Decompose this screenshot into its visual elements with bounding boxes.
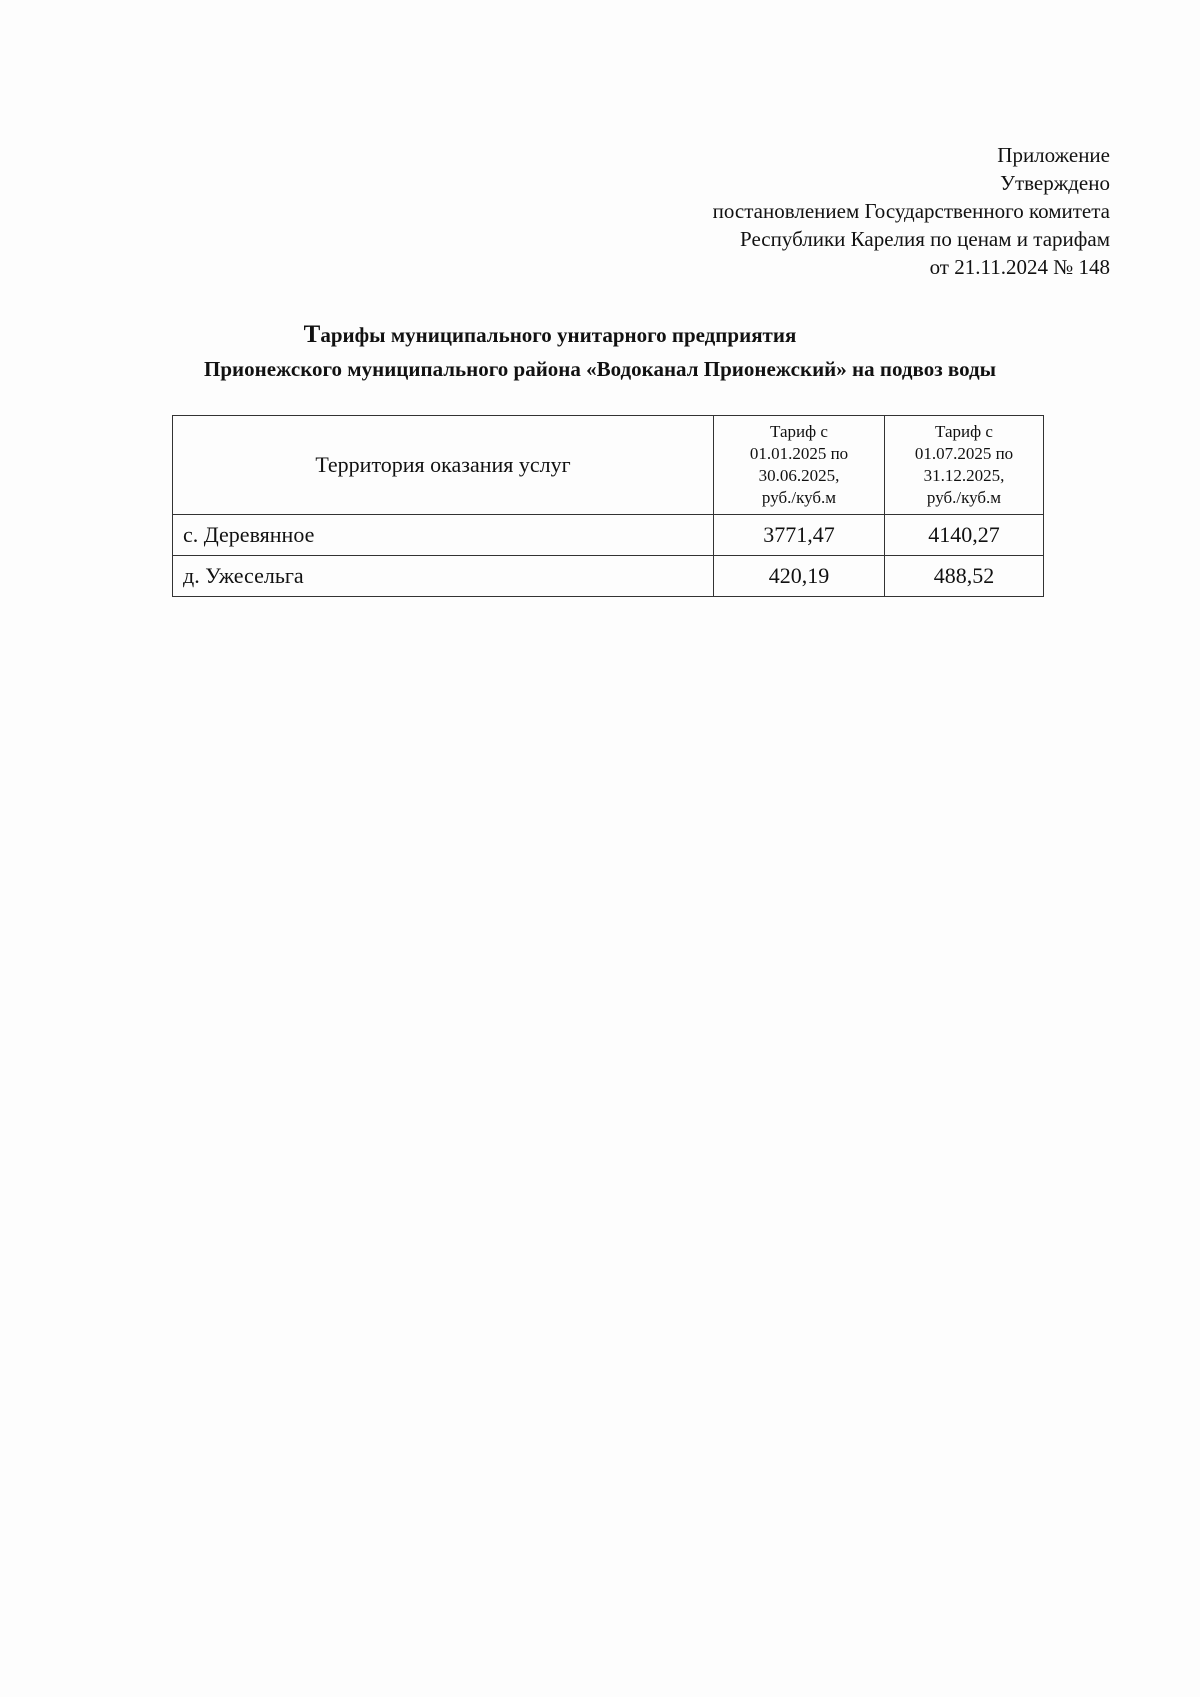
tariff-2-cell: 488,52	[885, 556, 1044, 597]
header-tariff-1-line: Тариф с	[770, 422, 828, 441]
tariff-table	[172, 415, 1044, 597]
header-tariff-period-1	[714, 416, 885, 515]
resolution-line: постановлением Государственного комитета	[712, 199, 1110, 223]
tariff-1-cell: 420,19	[714, 556, 885, 597]
appendix-label: Приложение	[997, 143, 1110, 167]
committee-line: Республики Карелия по ценам и тарифам	[740, 227, 1110, 251]
title-line-2: Прионежского муниципального района «Водоканал Прионежский» на подвоз воды	[204, 357, 996, 381]
approved-label: Утверждено	[1000, 171, 1110, 195]
header-tariff-period-2	[885, 416, 1044, 515]
document-title	[60, 318, 1140, 386]
header-tariff-2-line: 01.07.2025 по	[914, 444, 1014, 463]
territory-cell: д. Ужесельга	[173, 556, 714, 597]
tariff-2-cell: 4140,27	[885, 515, 1044, 556]
territory-cell: с. Деревянное	[173, 515, 714, 556]
header-tariff-2-line: руб./куб.м	[926, 488, 1002, 507]
header-tariff-1-line: руб./куб.м	[761, 488, 837, 507]
header-tariff-2-line: Тариф с	[935, 422, 993, 441]
table-row	[173, 556, 1044, 597]
header-tariff-1-line: 30.06.2025,	[758, 466, 840, 485]
approval-block	[713, 141, 1110, 281]
header-tariff-2-line: 31.12.2025,	[923, 466, 1005, 485]
table-row	[173, 515, 1044, 556]
table-header-row	[173, 416, 1044, 515]
tariff-1-cell: 3771,47	[714, 515, 885, 556]
title-line-1-rest: арифы муниципального унитарного предприятия	[320, 323, 797, 347]
header-territory: Территория оказания услуг	[173, 416, 714, 515]
title-initial-letter: Т	[303, 321, 321, 348]
title-line-1	[60, 318, 1140, 352]
header-tariff-1-line: 01.01.2025 по	[749, 444, 849, 463]
resolution-date-number: от 21.11.2024 № 148	[929, 255, 1110, 279]
